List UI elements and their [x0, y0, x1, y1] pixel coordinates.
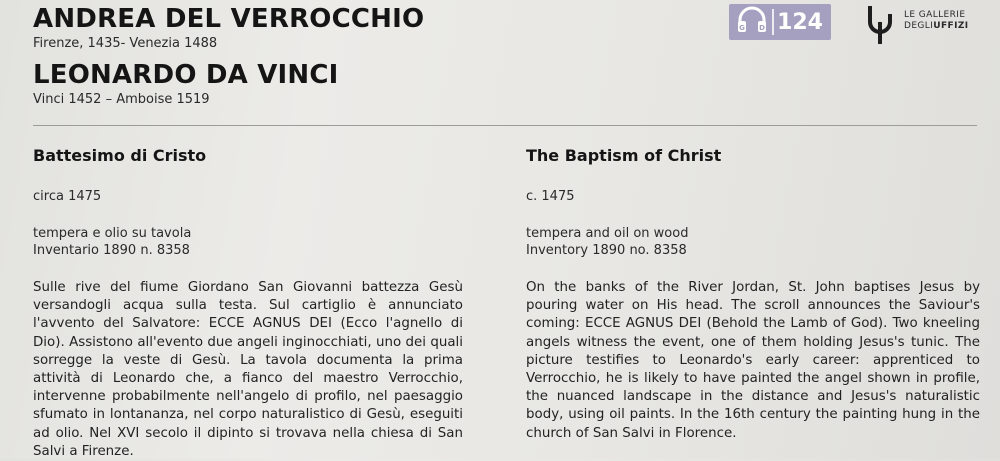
badge-divider [772, 9, 774, 35]
artwork-date-it: circa 1475 [33, 189, 102, 204]
artwork-inventory-it: Inventario 1890 n. 8358 [33, 243, 190, 258]
logo-line-2b: UFFIZI [933, 21, 969, 31]
artwork-title-en: The Baptism of Christ [526, 146, 722, 165]
artist-name-leonardo: LEONARDO DA VINCI [33, 60, 339, 90]
artwork-technique-it: tempera e olio su tavola [33, 226, 192, 241]
artwork-technique-en: tempera and oil on wood [526, 226, 689, 241]
english-column [526, 146, 980, 443]
svg-text:D: D [759, 24, 765, 32]
audio-guide-badge [729, 4, 831, 40]
italian-column [33, 146, 463, 461]
headphones-icon [735, 6, 769, 38]
artwork-description-it: Sulle rive del fiume Giordano San Giovanni battezza Gesù versandogli acqua sulla testa. Sul cartiglio è annunciato l'avvento del Salvatore: ECCE AGNUS DEI (Ecco l'agnello di Dio). Assistono all'evento due angeli inginocchiati, uno dei quali sorregge la veste di Gesù. La tavola documenta la prima attività di Leonardo che, a fianco del maestro Verrocchio, intervenne probabilmente nell'angelo di profilo, nel paesaggio sfumato in lontananza, nel corpo naturalistico di Gesù, eseguiti ad olio. Nel XVI secolo il dipinto si trovava nella chiesa di San Salvi a Firenze. [33, 280, 463, 459]
artwork-description-en: On the banks of the River Jordan, St. John baptises Jesus by pouring water on His head. The scroll announces the Saviour's coming: ECCE AGNUS DEI (Behold the Lamb of God). Two kneeling angels witness the event, one of them holding Jesus's tunic. The picture testifies to Leonardo's early career: apprenticed to Verrocchio, he is likely to have painted the angel shown in profile, the nuanced landscape in the distance and Jesus's naturalistic body, using oil paints. In the 16th century the painting hung in the church of San Salvi in Florence. [526, 280, 980, 441]
uffizi-logo [862, 4, 898, 50]
uffizi-logo-text [904, 10, 969, 32]
logo-line-1: LE GALLERIE [904, 10, 966, 20]
artwork-title-it: Battesimo di Cristo [33, 146, 207, 165]
artwork-date-en: c. 1475 [526, 189, 575, 204]
logo-line-2a: DEGLI [904, 21, 934, 31]
artist-life-verrocchio: Firenze, 1435- Venezia 1488 [33, 36, 218, 51]
header-divider [33, 125, 977, 126]
artist-name-verrocchio: ANDREA DEL VERROCCHIO [33, 4, 425, 34]
audio-guide-number: 124 [777, 9, 823, 35]
artwork-inventory-en: Inventory 1890 no. 8358 [526, 243, 687, 258]
artist-life-leonardo: Vinci 1452 – Amboise 1519 [33, 92, 210, 107]
svg-text:G: G [739, 24, 745, 32]
